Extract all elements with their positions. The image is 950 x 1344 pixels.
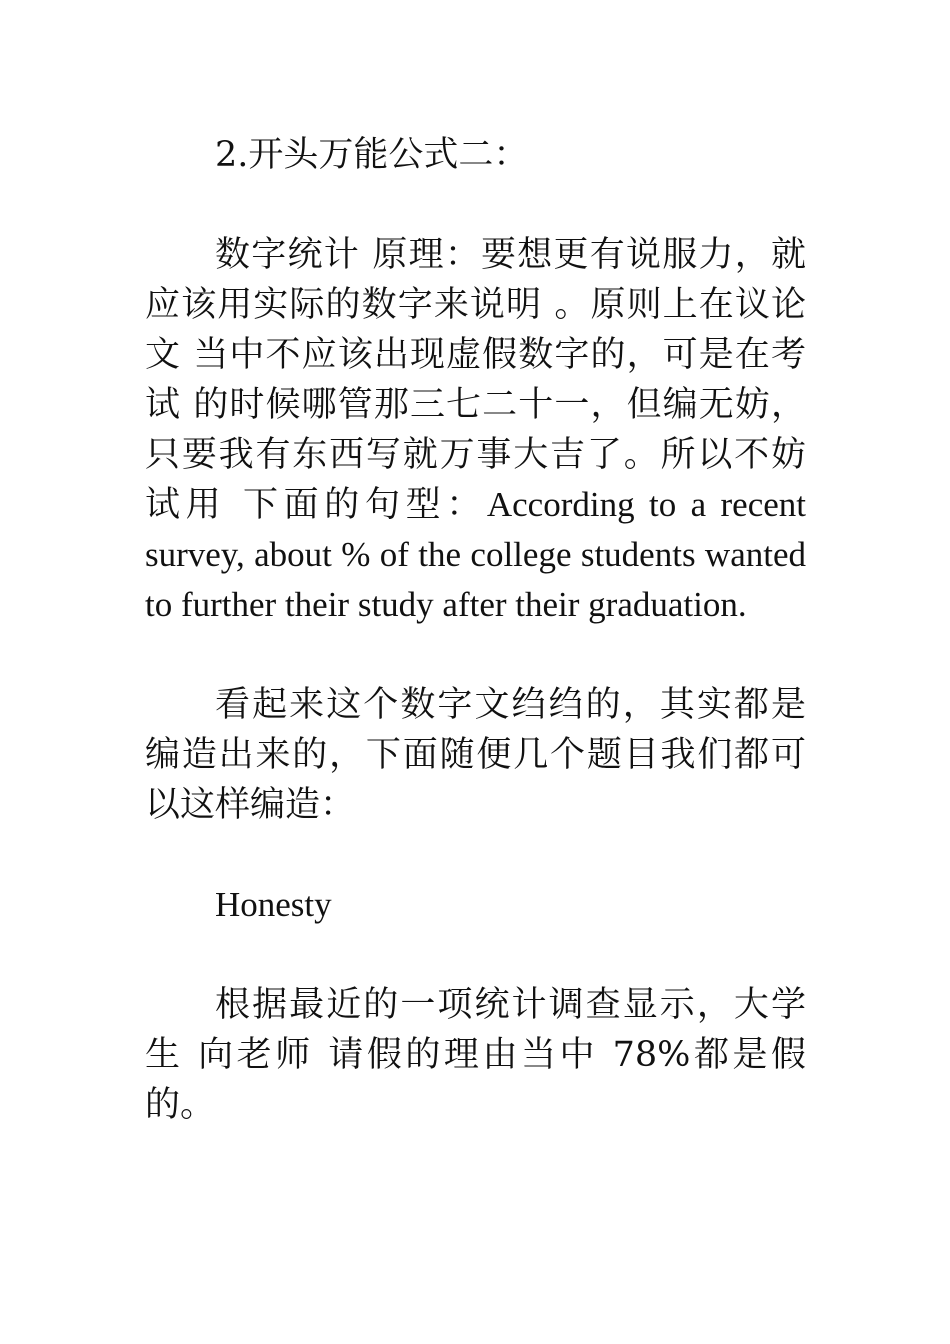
document-page <box>145 120 806 1130</box>
paragraph-spacer <box>145 930 806 980</box>
topic-title: Honesty <box>215 885 332 924</box>
paragraph-explanation: 看起来这个数字文绉绉的，其实都是编造出来的，下面随便几个题目我们都可以这样编造： <box>145 685 806 825</box>
section-heading: 2.开头万能公式二： <box>215 135 529 175</box>
paragraph-spacer <box>145 180 806 230</box>
paragraph-spacer <box>145 630 806 680</box>
paragraph-statistic-example: 根据最近的一项统计调查显示，大学生 向老师 请假的理由当中 78%都是假的。 <box>145 985 806 1125</box>
example-sentence: According to a recent survey, about % of the college students wanted to further their study after their graduation. <box>145 485 806 624</box>
paragraph-number-statistics <box>145 230 806 630</box>
paragraph-spacer <box>145 830 806 880</box>
paragraph-number-statistics-text: 数字统计 原理：要想更有说服力，就应该用实际的数字来说明 。原则上在议论文 当中不应该出现虚假数字的，可是在考试 的时候哪管那三七二十一，但编无妨，只要我有东西写就万事大吉了。所以不妨试用 下面的句型： <box>145 235 806 525</box>
